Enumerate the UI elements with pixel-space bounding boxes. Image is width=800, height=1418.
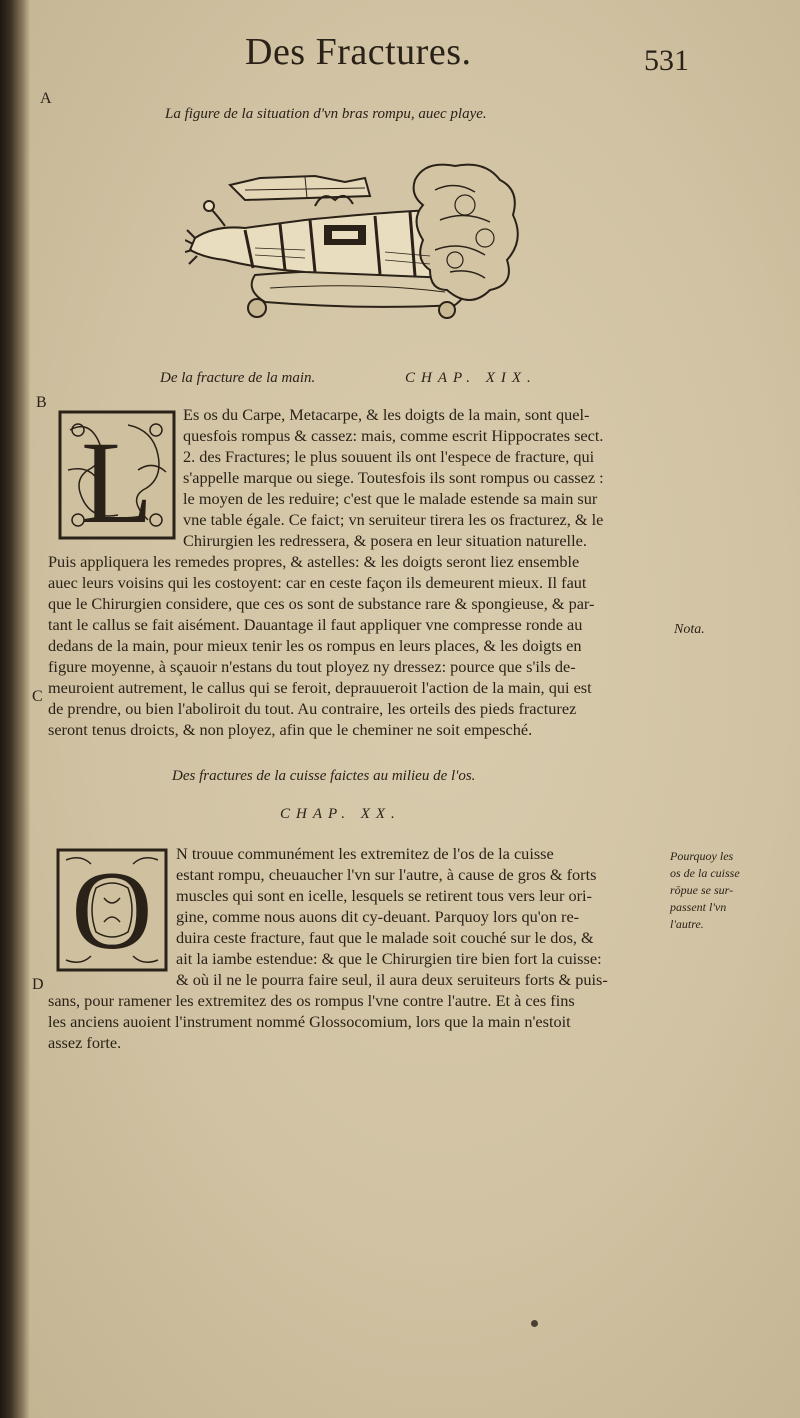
ch20-line-6: ait la iambe estendue: & que le Chirurgien tire bien fort la cuisse: xyxy=(176,949,602,968)
marginal-note-line-2: os de la cuisse xyxy=(670,866,740,880)
ch20-line-5: duira ceste fracture, faut que le malade soit couché sur le dos, & xyxy=(176,928,594,947)
ch20-line-8: sans, pour ramener les extremitez des os rompus l'vne contre l'autre. Et à ces fins xyxy=(48,991,575,1010)
ch19-line-16: seront tenus droicts, & non ployez, afin que le cheminer ne soit empesché. xyxy=(48,720,533,739)
ch19-line-12: dedans de la main, pour mieux tenir les os rompus en leurs places, & les doigts en xyxy=(48,636,582,655)
margin-letter-d: D xyxy=(32,976,44,993)
ch20-line-4: gine, comme nous auons dit cy-deuant. Parquoy lors qu'on re- xyxy=(176,907,580,926)
figure-caption: La figure de la situation d'vn bras rompu, auec playe. xyxy=(165,106,487,122)
ch19-line-5: le moyen de les reduire; c'est que le malade estende sa main sur xyxy=(183,489,598,508)
ch19-line-10: que le Chirurgien considere, que ces os sont de substance rare & spongieuse, & par- xyxy=(48,594,595,613)
chapter-20-title: Des fractures de la cuisse faictes au milieu de l'os. xyxy=(172,768,476,784)
marginal-note-nota: Nota. xyxy=(674,622,705,637)
marginal-note-line-5: l'autre. xyxy=(670,917,704,931)
ch19-line-6: vne table égale. Ce faict; vn seruiteur tirera les os fracturez, & le xyxy=(183,510,604,529)
ch20-line-2: estant rompu, cheuaucher l'vn sur l'autre, à cause de gros & forts xyxy=(176,865,597,884)
marginal-note-line-3: rōpue se sur- xyxy=(670,883,734,897)
decorated-initial-o xyxy=(56,848,168,972)
ch20-line-7: & où il ne le pourra faire seul, il aura deux seruiteurs forts & puis- xyxy=(176,970,608,989)
ch20-line-1: N trouue communément les extremitez de l'os de la cuisse xyxy=(176,844,554,863)
chapter-20-number: CHAP. XX. xyxy=(280,806,401,822)
broken-arm-woodcut-illustration xyxy=(185,160,525,330)
margin-letter-b: B xyxy=(36,394,47,411)
chapter-19-number: CHAP. XIX. xyxy=(405,370,537,386)
ch20-line-3: muscles qui sont en icelle, lesquels se retirent tous vers leur ori- xyxy=(176,886,592,905)
ch19-line-2: quesfois rompus & cassez: mais, comme escrit Hippocrates sect. xyxy=(183,426,604,445)
ch19-line-1: Es os du Carpe, Metacarpe, & les doigts de la main, sont quel- xyxy=(183,405,590,424)
ch19-line-3: 2. des Fractures; le plus souuent ils ont l'espece de fracture, qui xyxy=(183,447,595,466)
ch19-line-13: figure moyenne, à sçauoir n'estans du tout ployez ny dressez: pource que s'ils de- xyxy=(48,657,576,676)
ch19-line-4: s'appelle marque ou siege. Toutesfois ils sont rompus ou cassez : xyxy=(183,468,604,487)
ch19-line-9: auec leurs voisins qui les costoyent: car en ceste façon ils demeurent mieux. Il faut xyxy=(48,573,587,592)
ch19-line-8: Puis appliquera les remedes propres, & astelles: & les doigts seront liez ensemble xyxy=(48,552,580,571)
ch19-line-15: de prendre, ou bien l'aboliroit du tout. Au contraire, les orteils des pieds fracturez xyxy=(48,699,577,718)
book-gutter xyxy=(0,0,30,1418)
chapter-19-title: De la fracture de la main. xyxy=(160,370,316,386)
margin-letter-a: A xyxy=(40,90,52,107)
initial-letter-l: L xyxy=(80,417,154,540)
ch19-line-11: tant le callus se fait aisément. Dauantage il faut appliquer vne compresse ronde au xyxy=(48,615,583,634)
initial-letter-o: O xyxy=(71,849,153,972)
running-title: Des Fractures. xyxy=(245,31,472,73)
marginal-note-line-4: passent l'vn xyxy=(670,900,727,914)
ch20-line-10: assez forte. xyxy=(48,1033,122,1052)
page-number: 531 xyxy=(644,44,689,77)
decorated-initial-l xyxy=(58,410,176,540)
margin-letter-c: C xyxy=(32,688,43,705)
ch20-line-9: les anciens auoient l'instrument nommé Glossocomium, lors que la main n'estoit xyxy=(48,1012,571,1031)
ink-spot xyxy=(531,1320,538,1327)
marginal-note-line-1: Pourquoy les xyxy=(670,849,734,863)
ch19-line-14: meuroient autrement, le callus qui se feroit, deprauueroit l'action de la main, qui est xyxy=(48,678,592,697)
ch19-line-7: Chirurgien les redressera, & posera en leur situation naturelle. xyxy=(183,531,587,550)
